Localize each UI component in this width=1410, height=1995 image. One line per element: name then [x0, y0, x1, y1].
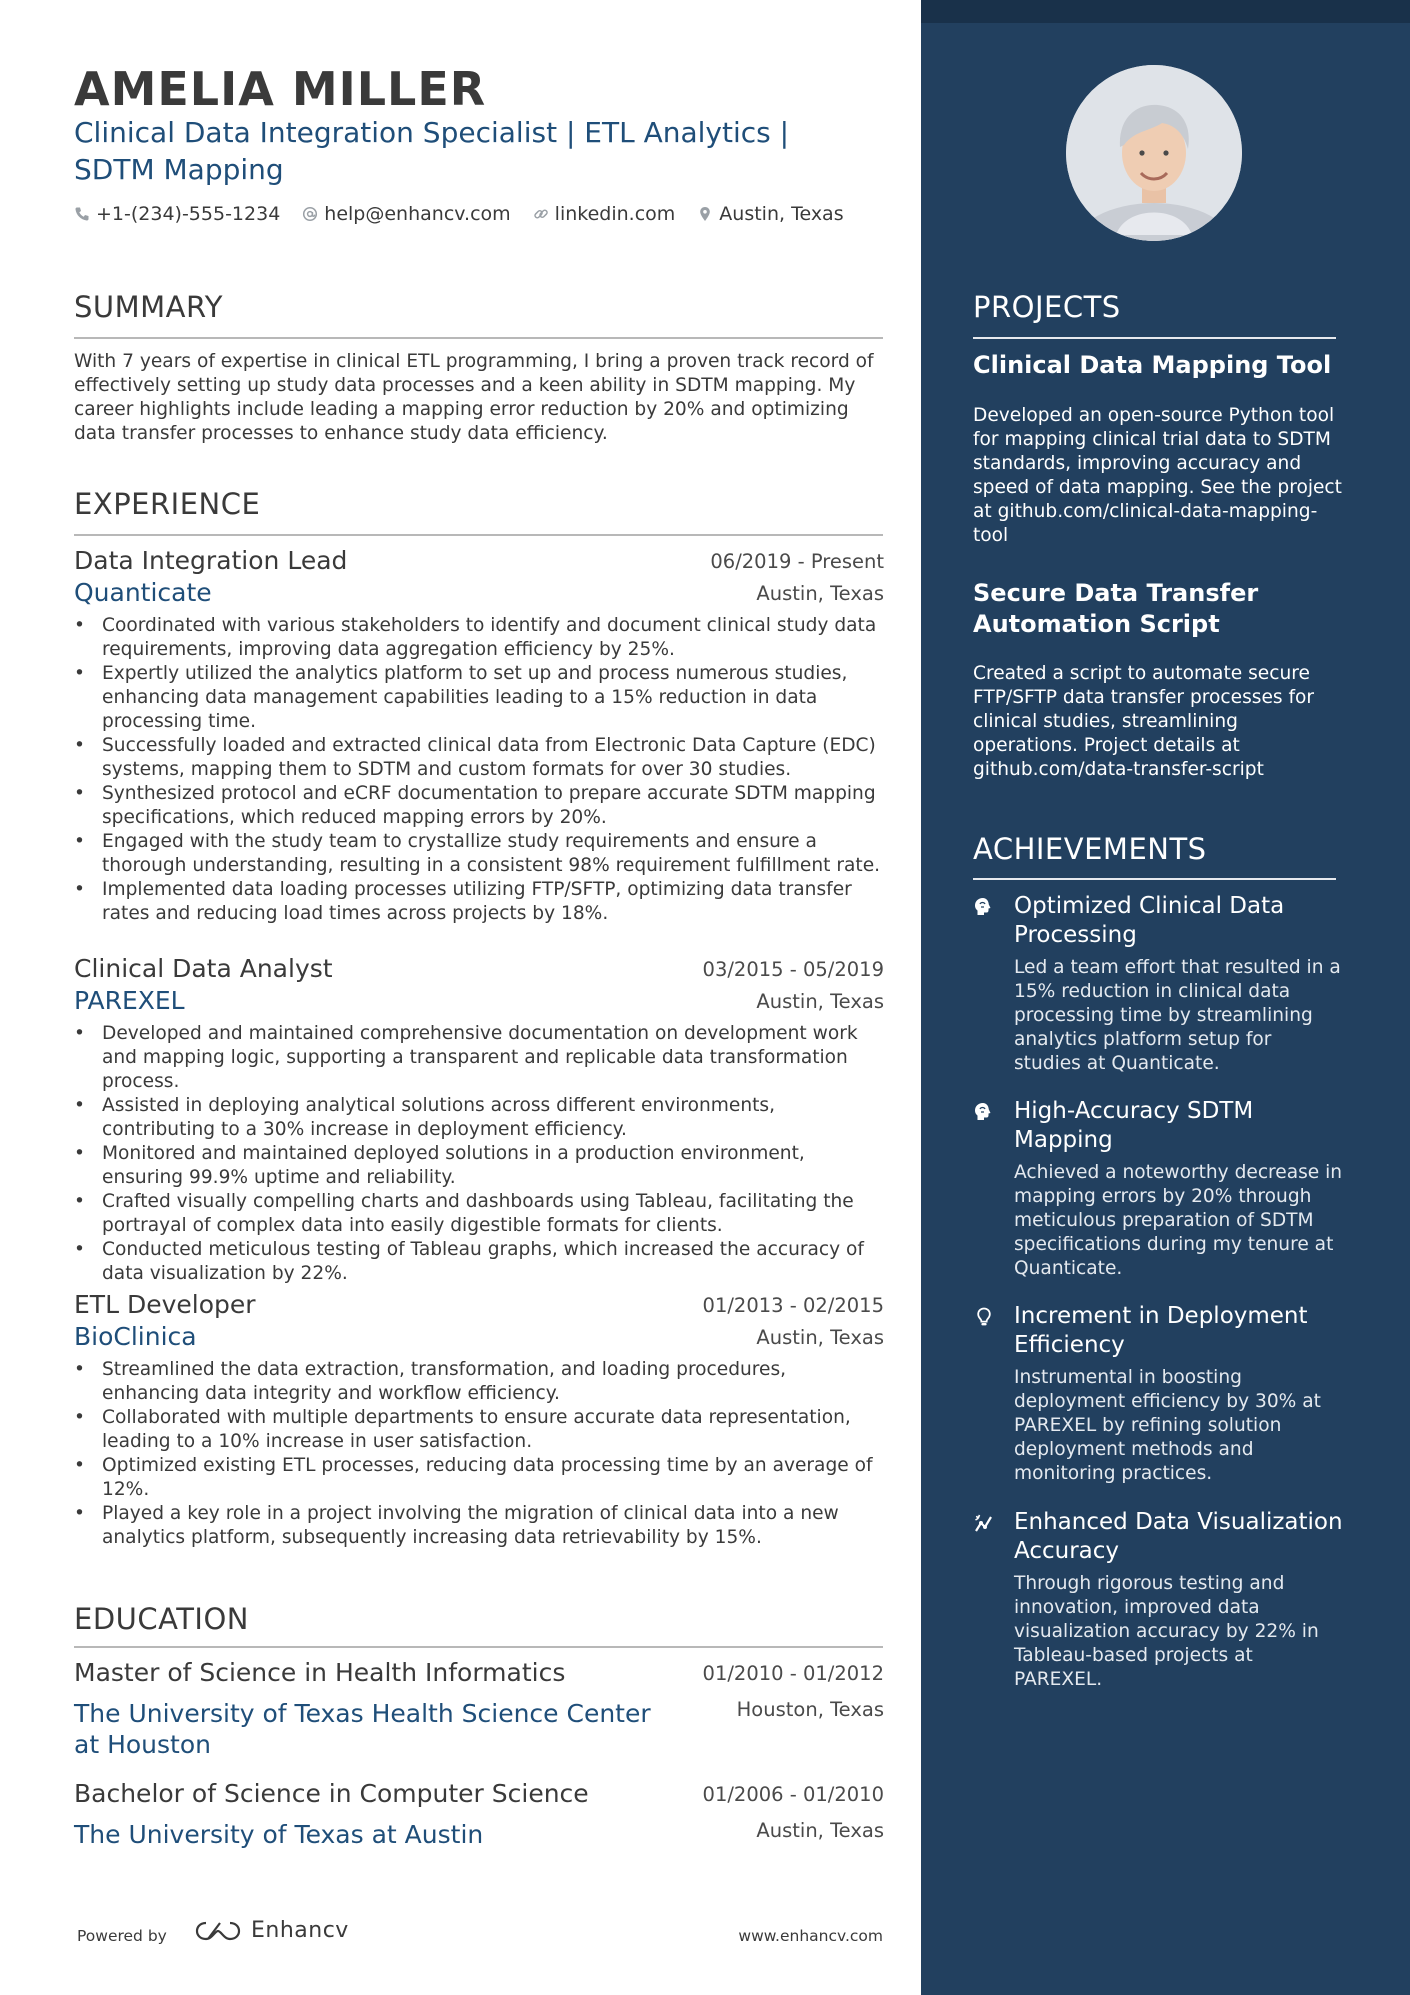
- brand-name: Enhancv: [251, 1918, 349, 1943]
- job-title: Clinical Data Analyst: [74, 954, 333, 983]
- candidate-name: AMELIA MILLER: [74, 62, 487, 116]
- contact-location-text: Austin, Texas: [719, 203, 844, 225]
- education-entry: [74, 1658, 884, 1760]
- job-bullet: • Conducted meticulous testing of Tableau graphs, which increased the accuracy of data visualization by 22%.: [74, 1238, 884, 1286]
- job-entry: [74, 954, 884, 1286]
- link-icon: [533, 206, 549, 222]
- contact-email[interactable]: [302, 203, 510, 225]
- education-location: Houston, Texas: [736, 1698, 884, 1721]
- achievement-title: Enhanced Data Visualization Accuracy: [1014, 1509, 1343, 1564]
- project-title: Clinical Data Mapping Tool: [973, 351, 1332, 379]
- job-bullet: • Engaged with the study team to crystallize study requirements and ensure a thorough understanding, resulting in a consistent 98% requirement fulfillment rate.: [74, 830, 884, 878]
- job-location: Austin, Texas: [756, 990, 884, 1013]
- project-title: Secure Data Transfer Automation Script: [973, 579, 1259, 638]
- brain-icon: [973, 896, 995, 918]
- powered-by-label: Powered by: [77, 1927, 167, 1945]
- job-bullet: • Optimized existing ETL processes, reducing data processing time by an average of 12%.: [74, 1454, 884, 1502]
- chart-spark-icon: [973, 1512, 995, 1534]
- achievement-description: Led a team effort that resulted in a 15% reduction in clinical data processing time by streamlining analytics platform setup for studies at Quanticate.: [1014, 957, 1341, 1074]
- contact-location: [697, 203, 843, 225]
- job-bullet: • Expertly utilized the analytics platform to set up and process numerous studies, enhancing data management capabilities leading to a 15% reduction in data processing time.: [74, 662, 884, 734]
- job-bullet: • Coordinated with various stakeholders to identify and document clinical study data requirements, improving data aggregation efficiency by 25%.: [74, 614, 884, 662]
- contact-phone-text: +1-(234)-555-1234: [96, 203, 281, 225]
- education-dates: 01/2010 - 01/2012: [702, 1662, 884, 1685]
- job-dates: 03/2015 - 05/2019: [702, 958, 884, 981]
- job-entry: [74, 546, 884, 926]
- education-heading: EDUCATION: [74, 1602, 250, 1636]
- project-description: Created a script to automate secure FTP/SFTP data transfer processes for clinical studies, streamlining operations. Project details at github.com/data-transfer-script: [973, 663, 1315, 780]
- education-entry: [74, 1779, 884, 1850]
- education-school: The University of Texas at Austin: [74, 1820, 484, 1849]
- experience-heading: EXPERIENCE: [74, 487, 261, 521]
- job-company: BioClinica: [74, 1322, 197, 1351]
- sidebar: [921, 0, 1410, 1995]
- achievement-title: Optimized Clinical Data Processing: [1014, 893, 1285, 948]
- job-bullet: • Developed and maintained comprehensive documentation on development work and mapping logic, supporting a transparent and replicable data transformation process.: [74, 1022, 884, 1094]
- achievement-title: Increment in Deployment Efficiency: [1014, 1303, 1308, 1358]
- job-location: Austin, Texas: [756, 1326, 884, 1349]
- job-bullets: [74, 1022, 884, 1286]
- job-bullet: • Successfully loaded and extracted clinical data from Electronic Data Capture (EDC) systems, mapping them to SDTM and custom formats for over 30 studies.: [74, 734, 884, 782]
- contact-phone[interactable]: [74, 203, 280, 225]
- achievement-description: Through rigorous testing and innovation, improved data visualization accuracy by 22% in Tableau-based projects at PAREXEL.: [1014, 1573, 1319, 1690]
- achievement-description: Instrumental in boosting deployment efficiency by 30% at PAREXEL by refining solution deployment methods and monitoring practices.: [1014, 1367, 1321, 1484]
- project-description: Developed an open-source Python tool for mapping clinical trial data to SDTM standards, improving accuracy and speed of data mapping. See the project at github.com/clinical-data-mapping-tool: [973, 405, 1342, 546]
- job-title: Data Integration Lead: [74, 546, 348, 575]
- job-entry: [74, 1290, 884, 1550]
- brand-logo[interactable]: [195, 1918, 349, 1943]
- job-company: Quanticate: [74, 578, 212, 607]
- education-degree: Bachelor of Science in Computer Science: [74, 1779, 589, 1808]
- job-bullet: • Played a key role in a project involving the migration of clinical data into a new analytics platform, subsequently increasing data retrievability by 15%.: [74, 1502, 884, 1550]
- projects-divider: [973, 337, 1336, 339]
- projects-heading: PROJECTS: [973, 290, 1121, 324]
- job-dates: 01/2013 - 02/2015: [702, 1294, 884, 1317]
- enhancv-logo-icon: [195, 1919, 241, 1943]
- achievements-divider: [973, 878, 1336, 880]
- achievements-heading: ACHIEVEMENTS: [973, 832, 1207, 866]
- education-school: The University of Texas Health Science Center at Houston: [74, 1699, 651, 1759]
- contact-linkedin[interactable]: [533, 203, 676, 225]
- avatar: [1066, 65, 1242, 241]
- job-title: ETL Developer: [74, 1290, 256, 1319]
- summary-text: With 7 years of expertise in clinical ETL programming, I bring a proven track record of effectively setting up study data processes and a keen ability in SDTM mapping. My career highlights include leading a mapping error reduction by 20% and optimizing data transfer processes to enhance study data efficiency.: [74, 351, 874, 444]
- summary-heading: SUMMARY: [74, 290, 224, 324]
- job-bullet: • Streamlined the data extraction, transformation, and loading procedures, enhancing data integrity and workflow efficiency.: [74, 1358, 884, 1406]
- job-location: Austin, Texas: [756, 582, 884, 605]
- education-dates: 01/2006 - 01/2010: [702, 1783, 884, 1806]
- contact-bar: [74, 203, 844, 225]
- avatar-photo-icon: [1066, 65, 1242, 241]
- achievement-description: Achieved a noteworthy decrease in mapping errors by 20% through meticulous preparation of SDTM specifications during my tenure at Quanticate.: [1014, 1162, 1343, 1279]
- job-bullet: • Synthesized protocol and eCRF documentation to prepare accurate SDTM mapping specifications, which reduced mapping errors by 20%.: [74, 782, 884, 830]
- education-divider: [74, 1646, 883, 1648]
- experience-divider: [74, 534, 883, 536]
- contact-email-text: help@enhancv.com: [324, 203, 511, 225]
- job-bullet: • Monitored and maintained deployed solutions in a production environment, ensuring 99.9% uptime and reliability.: [74, 1142, 884, 1190]
- brain-icon: [973, 1101, 995, 1123]
- job-bullets: [74, 1358, 884, 1550]
- lightbulb-icon: [973, 1306, 995, 1328]
- website-link[interactable]: www.enhancv.com: [738, 1927, 883, 1945]
- sidebar-top-bar: [921, 0, 1410, 23]
- job-company: PAREXEL: [74, 986, 185, 1015]
- summary-divider: [74, 337, 883, 339]
- phone-icon: [74, 206, 90, 222]
- location-pin-icon: [697, 206, 713, 222]
- job-bullet: • Assisted in deploying analytical solutions across different environments, contributing to a 30% increase in deployment efficiency.: [74, 1094, 884, 1142]
- at-icon: [302, 206, 318, 222]
- job-bullet: • Collaborated with multiple departments to ensure accurate data representation, leading to a 10% increase in user satisfaction.: [74, 1406, 884, 1454]
- job-dates: 06/2019 - Present: [710, 550, 884, 573]
- footer: [77, 1918, 883, 1954]
- education-location: Austin, Texas: [756, 1819, 884, 1842]
- job-bullets: [74, 614, 884, 926]
- job-bullet: • Implemented data loading processes utilizing FTP/SFTP, optimizing data transfer rates and reducing load times across projects by 18%.: [74, 878, 884, 926]
- contact-linkedin-text: linkedin.com: [554, 203, 676, 225]
- education-degree: Master of Science in Health Informatics: [74, 1658, 566, 1687]
- candidate-title: Clinical Data Integration Specialist | ETL Analytics | SDTM Mapping: [74, 116, 790, 186]
- job-bullet: • Crafted visually compelling charts and dashboards using Tableau, facilitating the portrayal of complex data into easily digestible formats for clients.: [74, 1190, 884, 1238]
- achievement-title: High-Accuracy SDTM Mapping: [1014, 1098, 1254, 1153]
